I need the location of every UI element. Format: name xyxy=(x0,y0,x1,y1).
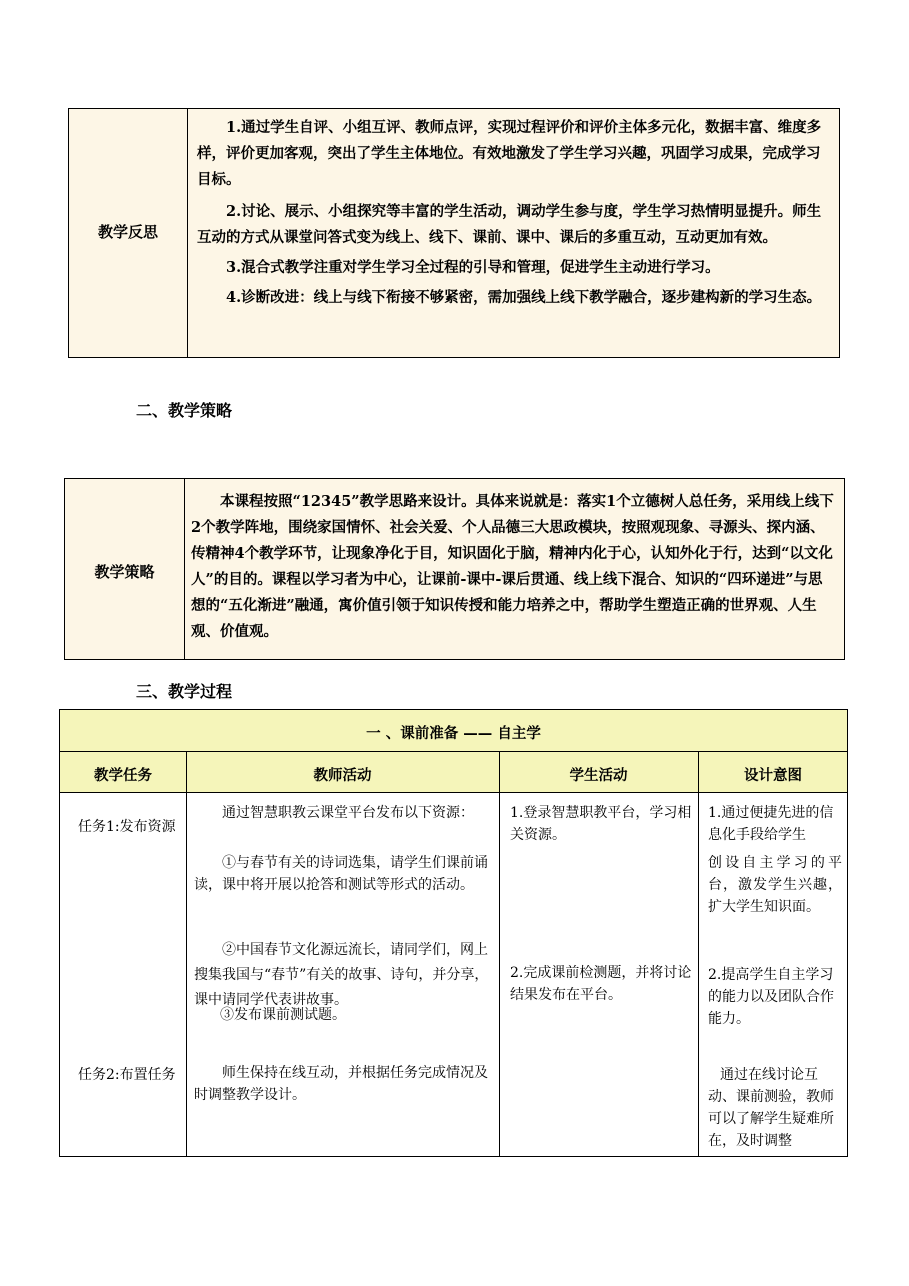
strategy-text xyxy=(191,489,837,645)
reflection-paragraph-4: 4.诊断改进：线上与线下衔接不够紧密，需加强线上线下教学融合，逐步建构新的学习生态。 xyxy=(226,289,822,306)
strategy-table xyxy=(64,478,845,660)
header-student: 学生活动 xyxy=(569,768,628,784)
design-intent-3: 通过在线讨论互动、课前测验，教师可以了解学生疑难所在，及时调整 xyxy=(708,1067,834,1149)
header-teacher: 教师活动 xyxy=(313,768,372,784)
student-activity-1: 1.登录智慧职教平台，学习相关资源。 xyxy=(510,805,692,843)
section-heading-process: 三、教学过程 xyxy=(136,682,233,701)
reflection-table xyxy=(68,108,840,358)
process-table xyxy=(59,709,848,1157)
reflection-text xyxy=(197,115,833,311)
task-1: 任务1:发布资源 xyxy=(78,819,176,835)
teacher-item-3: ③发布课前测试题。 xyxy=(220,1007,346,1023)
teacher-intro: 通过智慧职教云课堂平台发布以下资源： xyxy=(222,805,474,821)
reflection-paragraph-2: 2.讨论、展示、小组探究等丰富的学生活动，调动学生参与度，学生学习热情明显提升。师生互动的方式从课堂问答式变为线上、线下、课前、课中、课后的多重互动，互动更加有效。 xyxy=(197,203,822,246)
section-heading-strategy: 二、教学策略 xyxy=(136,401,233,420)
header-task: 教学任务 xyxy=(94,768,152,784)
reflection-paragraph-1: 1.通过学生自评、小组互评、教师点评，实现过程评价和评价主体多元化，数据丰富、维度多样，评价更加客观，突出了学生主体地位。有效地激发了学生学习兴趣，巩固学习成果，完成学习目标。 xyxy=(197,119,822,188)
reflection-paragraph-3: 3.混合式教学注重对学生学习全过程的引导和管理，促进学生主动进行学习。 xyxy=(226,259,720,276)
strategy-label: 教学策略 xyxy=(94,563,155,581)
design-intent-2: 2.提高学生自主学习的能力以及团队合作能力。 xyxy=(708,967,834,1027)
strategy-paragraph: 本课程按照“12345”教学思路来设计。具体来说就是：落实1个立德树人总任务，采用线上线下2个教学阵地，围绕家国情怀、社会关爱、个人品德三大思政模块，按照观现象、寻源头、探内涵、传精神4个教学环节，让现象净化于目，知识固化于脑，精神内化于心，认知外化于行，达到“以文化人”的目的。课程以学习者为中心，让课前-课中-课后贯通、线上线下混合、知识的“四环递进”与思想的“五化渐进”融通，寓价值引领于知识传授和能力培养之中，帮助学生塑造正确的世界观、人生观、价值观。 xyxy=(191,493,834,640)
teacher-task-2: 师生保持在线互动，并根据任务完成情况及时调整教学设计。 xyxy=(194,1065,488,1103)
design-intent-1a: 1.通过便捷先进的信息化手段给学生 xyxy=(708,805,834,843)
header-design: 设计意图 xyxy=(744,768,802,784)
reflection-label: 教学反思 xyxy=(97,223,158,241)
teacher-item-1: ①与春节有关的诗词选集，请学生们课前诵读，课中将开展以抢答和测试等形式的活动。 xyxy=(194,855,488,893)
teacher-item-2: ②中国春节文化源远流长，请同学们，网上搜集我国与“春节”有关的故事、诗句，并分享，课中请同学代表讲故事。 xyxy=(194,942,489,1008)
student-activity-2: 2.完成课前检测题，并将讨论结果发布在平台。 xyxy=(510,965,692,1003)
task-2: 任务2:布置任务 xyxy=(78,1067,176,1083)
process-title: 一 、课前准备 —— 自主学 xyxy=(366,726,541,742)
design-intent-1b: 创设自主学习的平台，激发学生兴趣，扩大学生知识面。 xyxy=(708,855,842,915)
